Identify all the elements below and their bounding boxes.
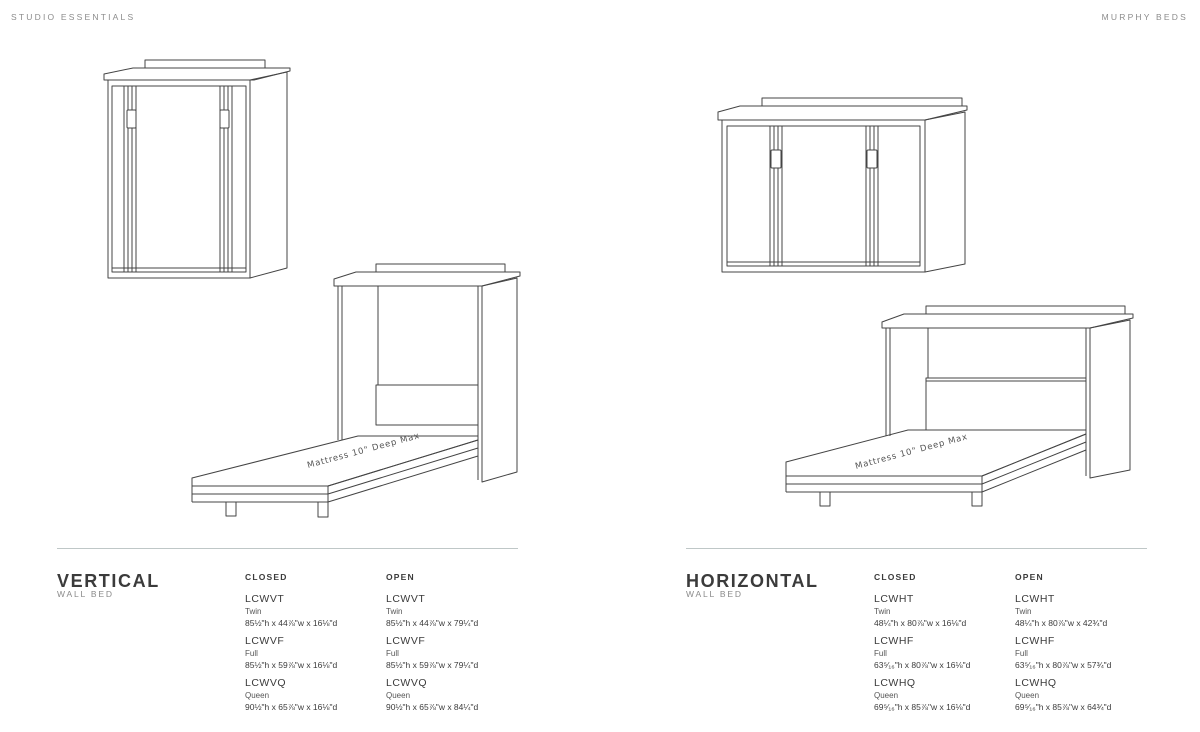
model-entry	[386, 677, 526, 713]
model-code: LCWHT	[874, 593, 914, 605]
model-size: Full	[386, 649, 399, 658]
model-size: Queen	[386, 691, 411, 700]
model-dimensions: 90½"h x 65⅞"w x 84¼"d	[386, 702, 479, 712]
model-entry	[1015, 677, 1155, 713]
horizontal-open-bed-drawing	[786, 306, 1133, 506]
divider-left	[57, 548, 518, 549]
vertical-subtitle: WALL BED	[57, 589, 114, 599]
vertical-open-column	[386, 572, 526, 719]
mattress-note-horizontal: Mattress 10" Deep Max	[854, 432, 970, 472]
model-dimensions: 63⁵⁄₁₆"h x 80⅞"w x 57¾"d	[1015, 660, 1112, 670]
horizontal-closed-cabinet-drawing	[718, 98, 967, 272]
model-size: Queen	[245, 691, 270, 700]
model-code: LCWVQ	[245, 677, 287, 689]
horizontal-open-column	[1015, 572, 1155, 719]
model-dimensions: 69⁵⁄₁₆"h x 85⅞"w x 16⅛"d	[874, 702, 971, 712]
column-heading: OPEN	[1015, 572, 1044, 582]
model-size: Twin	[386, 607, 403, 616]
model-entry	[1015, 593, 1155, 629]
model-code: LCWHF	[874, 635, 914, 647]
model-dimensions: 90½"h x 65⅞"w x 16⅛"d	[245, 702, 338, 712]
model-code: LCWVT	[245, 593, 285, 605]
horizontal-heading	[686, 570, 819, 599]
model-size: Twin	[1015, 607, 1032, 616]
model-code: LCWHQ	[1015, 677, 1057, 689]
model-size: Queen	[874, 691, 899, 700]
vertical-title: VERTICAL	[57, 571, 160, 591]
model-entry	[245, 677, 385, 713]
model-dimensions: 69⁵⁄₁₆"h x 85⅞"w x 64¾"d	[1015, 702, 1112, 712]
model-dimensions: 63⁵⁄₁₆"h x 80⅞"w x 16⅛"d	[874, 660, 971, 670]
model-entry	[386, 635, 526, 671]
model-size: Full	[1015, 649, 1028, 658]
vertical-heading	[57, 570, 160, 599]
divider-right	[686, 548, 1147, 549]
model-size: Twin	[874, 607, 891, 616]
column-heading: CLOSED	[245, 572, 288, 582]
model-entry	[245, 635, 385, 671]
model-size: Full	[874, 649, 887, 658]
model-dimensions: 48¼"h x 80⅞"w x 42¾"d	[1015, 618, 1108, 628]
model-entry	[874, 635, 1014, 671]
model-size: Queen	[1015, 691, 1040, 700]
model-code: LCWVF	[245, 635, 285, 647]
model-dimensions: 85½"h x 59⅞"w x 16⅛"d	[245, 660, 338, 670]
model-entry	[874, 677, 1014, 713]
model-code: LCWVT	[386, 593, 426, 605]
model-entry	[874, 593, 1014, 629]
model-entry	[1015, 635, 1155, 671]
model-size: Full	[245, 649, 258, 658]
brand-label: STUDIO ESSENTIALS	[11, 12, 136, 22]
model-dimensions: 85½"h x 44⅞"w x 79¼"d	[386, 618, 479, 628]
model-code: LCWVQ	[386, 677, 428, 689]
vertical-closed-column	[245, 572, 385, 719]
horizontal-closed-column	[874, 572, 1014, 719]
category-label: MURPHY BEDS	[1101, 12, 1188, 22]
model-entry	[245, 593, 385, 629]
column-heading: CLOSED	[874, 572, 917, 582]
model-dimensions: 48¼"h x 80⅞"w x 16⅛"d	[874, 618, 967, 628]
vertical-closed-cabinet-drawing	[104, 60, 290, 278]
horizontal-title: HORIZONTAL	[686, 571, 819, 591]
column-heading: OPEN	[386, 572, 415, 582]
model-code: LCWHQ	[874, 677, 916, 689]
horizontal-subtitle: WALL BED	[686, 589, 743, 599]
vertical-open-bed-drawing	[192, 264, 520, 517]
model-code: LCWHF	[1015, 635, 1055, 647]
model-code: LCWVF	[386, 635, 426, 647]
model-code: LCWHT	[1015, 593, 1055, 605]
mattress-note-vertical: Mattress 10" Deep Max	[306, 431, 422, 471]
model-dimensions: 85½"h x 44⅞"w x 16⅛"d	[245, 618, 338, 628]
model-size: Twin	[245, 607, 262, 616]
model-entry	[386, 593, 526, 629]
model-dimensions: 85½"h x 59⅞"w x 79¼"d	[386, 660, 479, 670]
